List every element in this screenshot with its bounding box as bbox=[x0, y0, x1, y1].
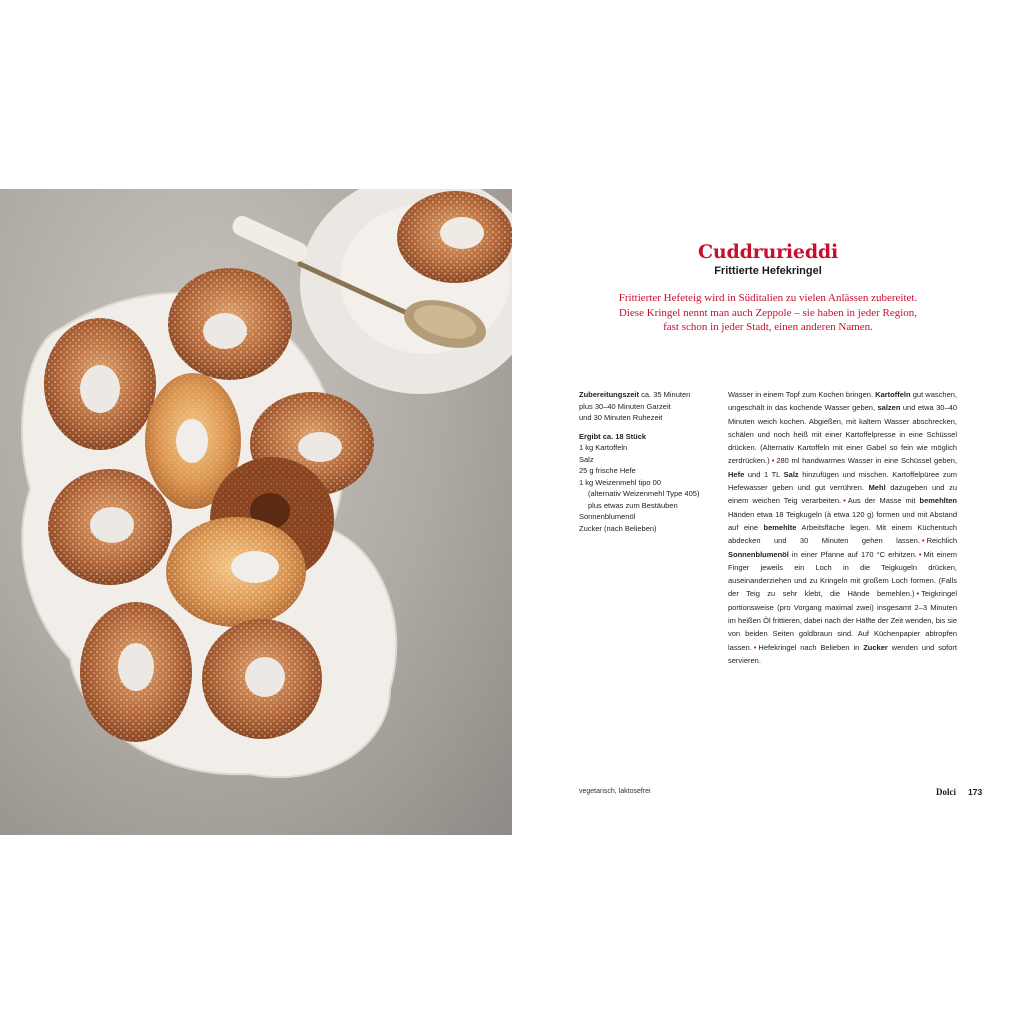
method-text: Reichlich bbox=[926, 536, 957, 546]
ingredient-list bbox=[579, 442, 719, 534]
recipe-meta bbox=[579, 389, 719, 534]
ingredient-keyword: bemehlten bbox=[919, 496, 957, 506]
intro-line: Diese Kringel nennt man auch Zeppole – sie haben in jeder Region, bbox=[618, 306, 918, 319]
recipe-title: Cuddrurieddi bbox=[697, 241, 839, 263]
method-text: gut waschen, ungeschält in das kochende Wasser geben, bbox=[728, 390, 957, 413]
ingredient-keyword: Hefe bbox=[728, 469, 745, 479]
ingredient-item: plus etwas zum Bestäuben bbox=[588, 500, 678, 510]
prep-time bbox=[579, 389, 719, 401]
method-text: Hefekringel nach Belieben in bbox=[758, 642, 864, 652]
section-name: Dolci bbox=[936, 787, 956, 797]
step-separator: • bbox=[916, 589, 920, 599]
ingredient-item: 1 kg Weizenmehl tipo 00 bbox=[579, 477, 661, 487]
page-number: 173 bbox=[968, 787, 983, 797]
ingredient-keyword: Mehl bbox=[868, 483, 886, 493]
ingredient-item: Salz bbox=[579, 454, 594, 464]
method-text: und 1 TL bbox=[744, 469, 784, 479]
prep-time-label: Zubereitungszeit bbox=[579, 390, 640, 399]
method-text: Wasser in einem Topf zum Kochen bringen. bbox=[728, 390, 876, 399]
ingredient-keyword: salzen bbox=[877, 403, 901, 413]
step-separator: • bbox=[753, 642, 757, 652]
method-text: und etwa 30–40 Minuten weich kochen. Abgießen, mit kaltem Wasser abschrecken, schälen und noch heiß mit einer Kartoffelpresse in eine Schüssel drücken. (Alternativ Kartoffeln mit einer Gabel so fein wie möglich zerdrücken.) bbox=[728, 403, 957, 466]
method-text: Arbeitsfläche legen. Mit einem Küchentuch abdecken und 30 Minuten gehen lassen. bbox=[728, 522, 957, 546]
method-text: wenden und sofort servieren. bbox=[728, 642, 958, 665]
method-text: hinzufügen und mischen. Kartoffelpüree zum Hefewasser geben und gut verrühren. bbox=[728, 469, 957, 493]
method-text: Teigkringel portionsweise (pro Vorgang maximal zwei) insgesamt 2–3 Minuten im heißen Öl frittieren, dabei nach der Hälfte der Zeit wenden, bis sie von beiden Seiten goldbraun sind. Auf Küchenpapier abtropfen lassen. bbox=[728, 589, 957, 652]
recipe-subtitle: Frittierte Hefekringel bbox=[714, 265, 822, 277]
step-separator: • bbox=[921, 536, 925, 546]
intro-line: Frittierter Hefeteig wird in Süditalien zu vielen Anlässen zubereitet. bbox=[618, 292, 918, 304]
ingredient-keyword: Zucker bbox=[863, 642, 888, 652]
intro-line: fast schon in jeder Stadt, einen anderen Namen. bbox=[663, 321, 873, 333]
recipe-intro bbox=[560, 291, 976, 335]
method-text: Händen etwa 18 Teigkugeln (à etwa 120 g) formen und mit Abstand auf eine bbox=[728, 509, 957, 532]
donut-side bbox=[397, 191, 512, 283]
method-text: in einer Pfanne auf 170 °C erhitzen. bbox=[788, 549, 917, 559]
ingredient-item: (alternativ Weizenmehl Type 405) bbox=[588, 489, 700, 498]
recipe-method bbox=[728, 388, 957, 667]
method-text: 280 ml handwarmes Wasser in eine Schüssel geben, bbox=[776, 456, 957, 466]
donut-photo-illustration bbox=[0, 189, 512, 835]
step-separator: • bbox=[918, 549, 922, 559]
ingredient-item: Zucker (nach Belieben) bbox=[579, 523, 657, 533]
prep-time-line: und 30 Minuten Ruhezeit bbox=[579, 413, 663, 422]
ingredient-keyword: Kartoffeln bbox=[875, 390, 911, 399]
ingredient-item: 25 g frische Hefe bbox=[579, 466, 636, 475]
ingredient-keyword: Sonnenblumenöl bbox=[728, 549, 789, 559]
method-text: Aus der Masse mit bbox=[847, 496, 920, 506]
step-separator: • bbox=[843, 496, 846, 506]
diet-tags: vegetarisch, laktosefrei bbox=[579, 788, 651, 795]
prep-time-value: ca. 35 Minuten bbox=[639, 390, 691, 399]
yield: Ergibt ca. 18 Stück bbox=[579, 431, 647, 441]
ingredient-keyword: Salz bbox=[783, 469, 799, 479]
step-separator: • bbox=[771, 456, 775, 466]
recipe-photo bbox=[0, 189, 512, 835]
method-text: dazugeben und zu einem weichen Teig verarbeiten. bbox=[728, 483, 957, 506]
ingredient-keyword: bemehlte bbox=[763, 522, 797, 532]
ingredient-item: 1 kg Kartoffeln bbox=[579, 443, 628, 452]
prep-time-line: plus 30–40 Minuten Garzeit bbox=[579, 401, 671, 411]
ingredient-item: Sonnenblumenöl bbox=[579, 512, 636, 521]
method-text: Mit einem Finger jeweils ein Loch in die Teigkugeln drücken, auseinanderziehen und zu Kringeln mit großem Loch formen. (Falls der Teig zu sehr klebt, die Hände bemehlen.) bbox=[728, 549, 957, 599]
